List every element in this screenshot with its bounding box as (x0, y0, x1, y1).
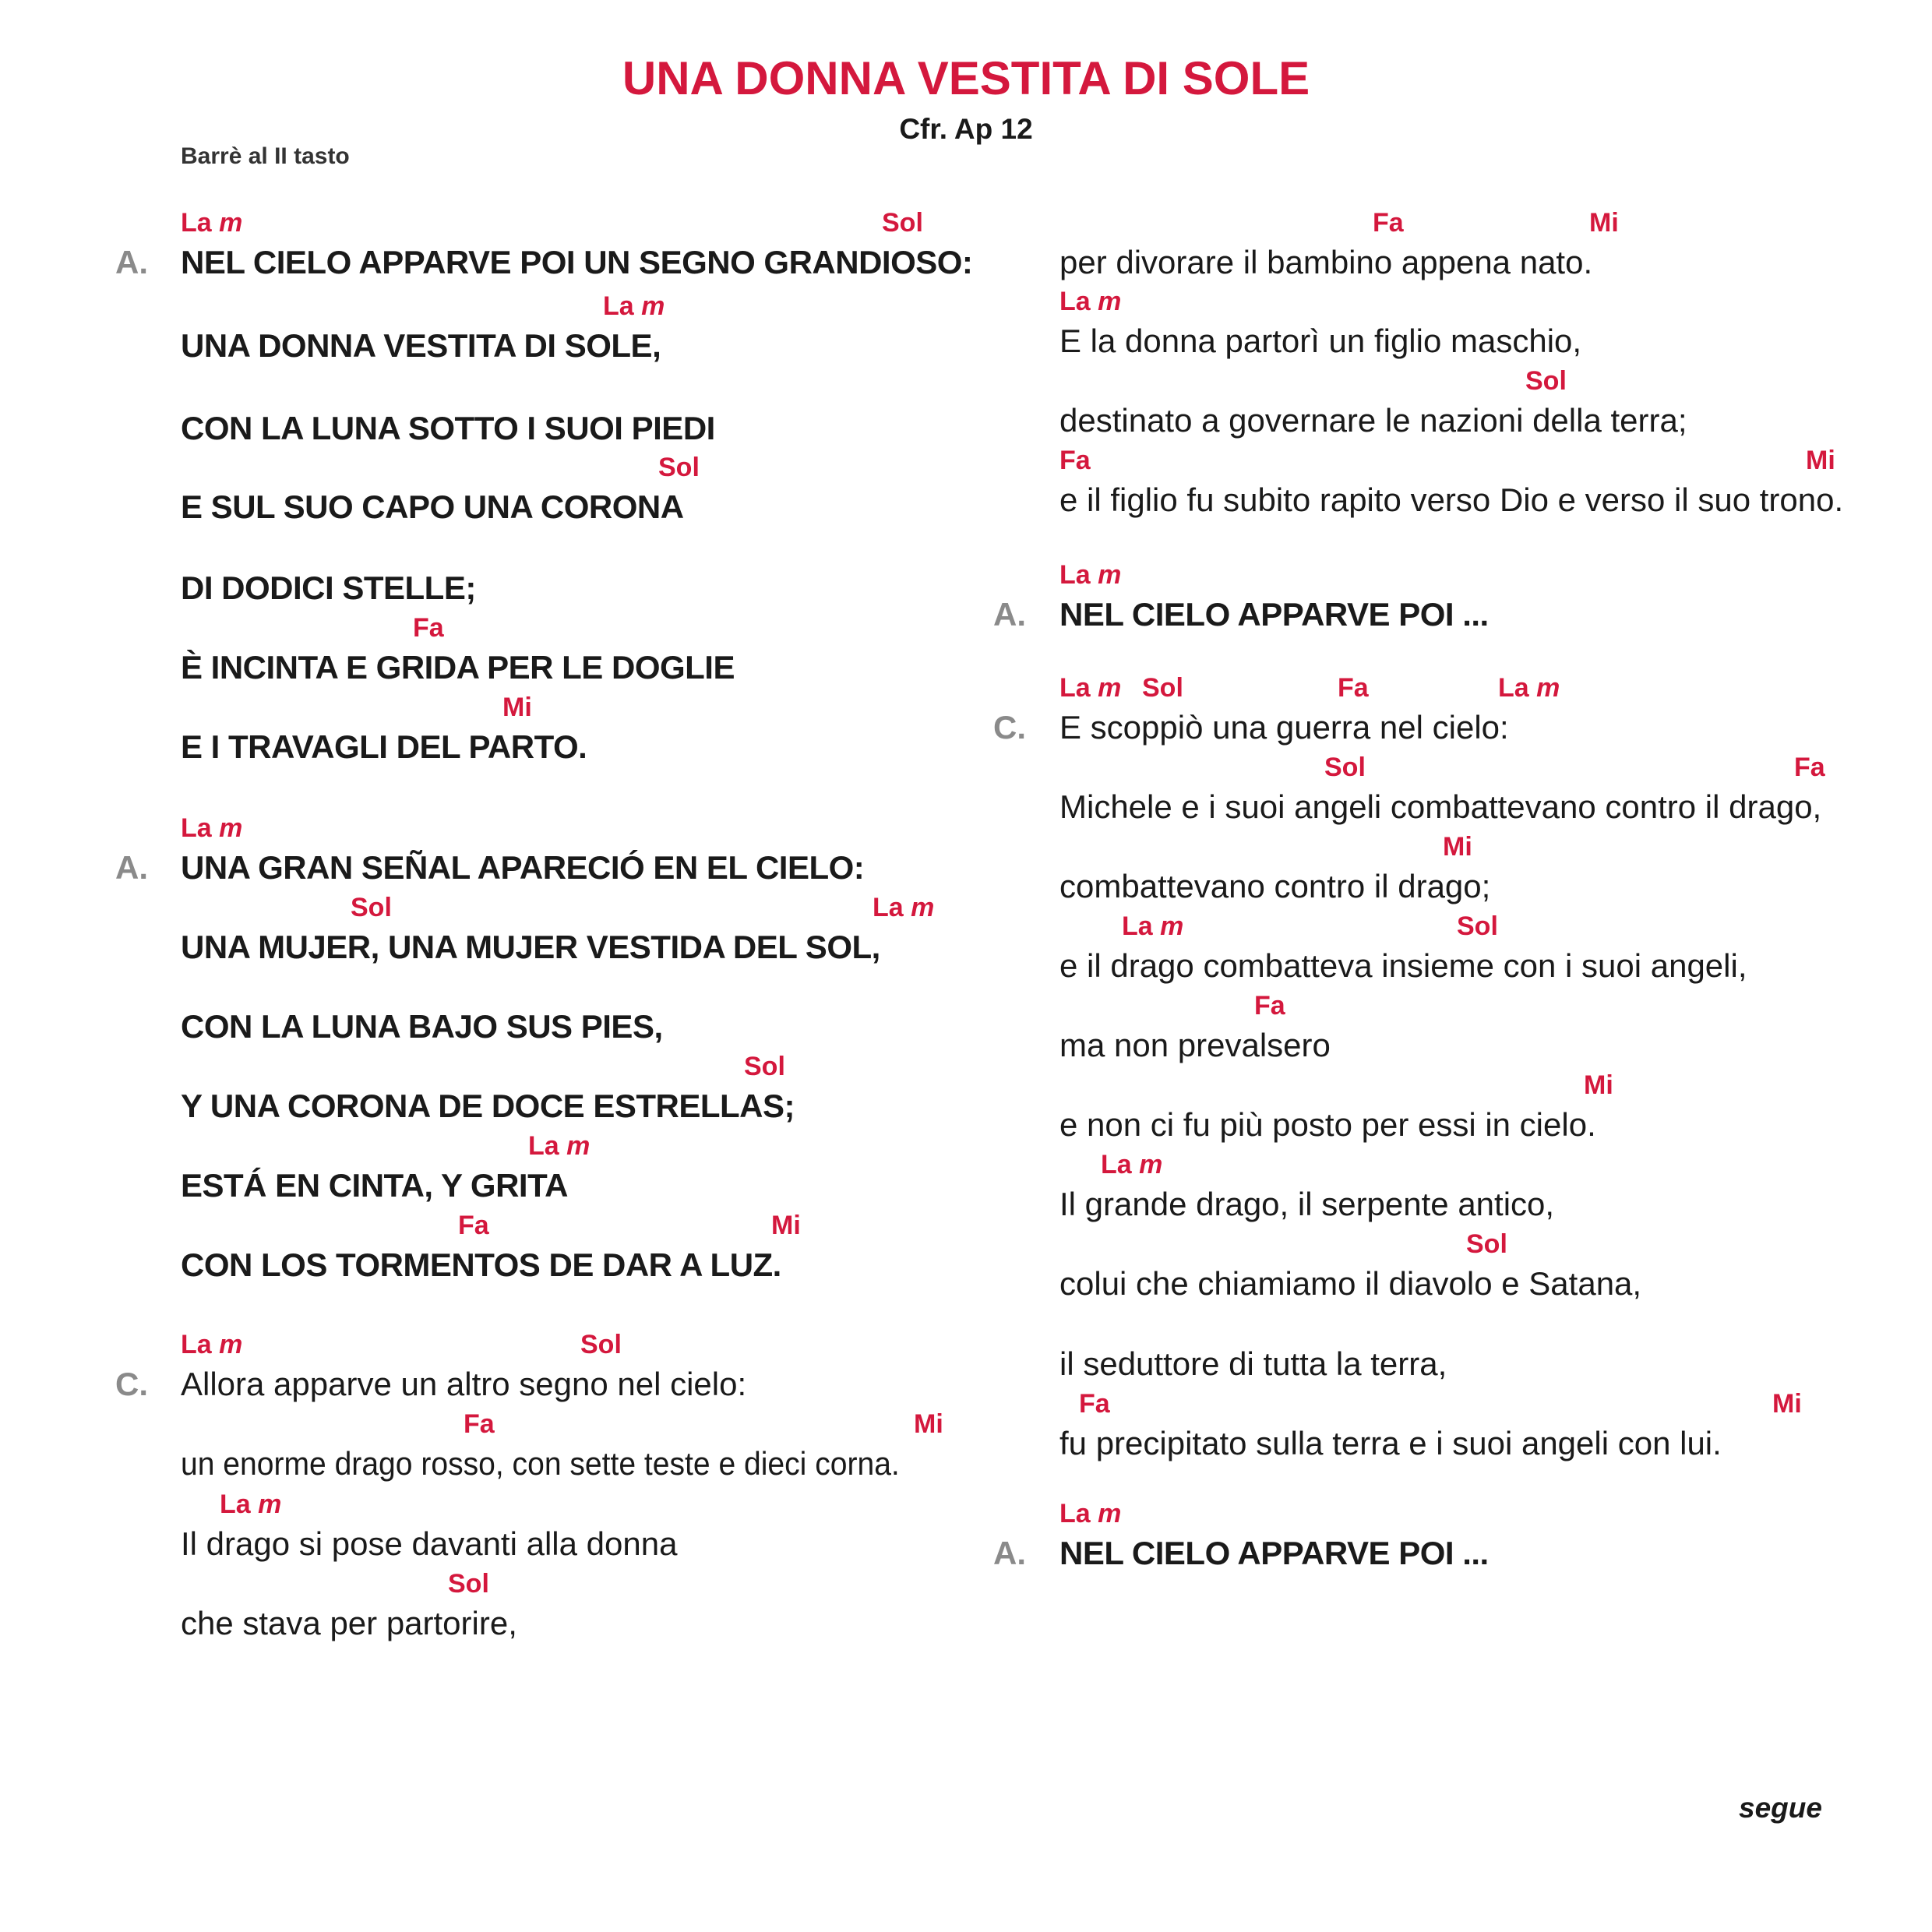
lyric-line: ma non prevalsero (1059, 1027, 1331, 1063)
section-label: A. (115, 244, 148, 280)
chord-label: Mi (1443, 832, 1472, 862)
lyric-line: un enorme drago rosso, con sette teste e dieci corna. (181, 1445, 900, 1482)
chord-label: Fa (1079, 1389, 1110, 1419)
lyric-line: UNA DONNA VESTITA DI SOLE, (181, 327, 661, 364)
lyric-line: Y UNA CORONA DE DOCE ESTRELLAS; (181, 1088, 795, 1124)
lyric-line: DI DODICI STELLE; (181, 569, 476, 606)
chord-label: La m (1059, 1499, 1122, 1528)
lyric-line: e il figlio fu subito rapito verso Dio e verso il suo trono. (1059, 481, 1844, 518)
lyric-line: che stava per partorire, (181, 1605, 517, 1641)
chord-label: La m (1101, 1150, 1163, 1179)
chord-label: Sol (580, 1330, 622, 1359)
section-label: A. (993, 596, 1026, 633)
lyric-line: È INCINTA E GRIDA PER LE DOGLIE (181, 649, 735, 686)
chord-label: Fa (1254, 991, 1285, 1021)
chord-label: Fa (1059, 446, 1091, 475)
lyric-line: NEL CIELO APPARVE POI UN SEGNO GRANDIOSO: (181, 244, 973, 280)
chord-label: La m (181, 1330, 243, 1359)
chord-label: Sol (1142, 673, 1183, 703)
chord-label: La m (1059, 673, 1122, 703)
lyric-line: E SUL SUO CAPO UNA CORONA (181, 488, 684, 525)
lyric-line: CON LOS TORMENTOS DE DAR A LUZ. (181, 1246, 781, 1283)
lyric-line: Il drago si pose davanti alla donna (181, 1525, 678, 1562)
chord-label: Sol (351, 893, 392, 922)
lyric-line: Il grande drago, il serpente antico, (1059, 1186, 1555, 1222)
lyric-line: Michele e i suoi angeli combattevano contro il drago, (1059, 788, 1822, 825)
lyric-line: colui che chiamiamo il diavolo e Satana, (1059, 1265, 1642, 1302)
chord-label: La m (603, 291, 665, 321)
chord-label: La m (181, 813, 243, 843)
lyric-line: ESTÁ EN CINTA, Y GRITA (181, 1167, 568, 1204)
chord-label: La m (1059, 560, 1122, 590)
chord-label: La m (1498, 673, 1560, 703)
chord-label: Sol (882, 208, 923, 238)
lyric-line: CON LA LUNA SOTTO I SUOI PIEDI (181, 410, 715, 446)
lyric-line: destinato a governare le nazioni della terra; (1059, 402, 1687, 439)
chord-label: Fa (464, 1409, 495, 1439)
lyric-line: fu precipitato sulla terra e i suoi angeli con lui. (1059, 1425, 1722, 1461)
lyric-line: CON LA LUNA BAJO SUS PIES, (181, 1008, 663, 1045)
chord-label: Fa (413, 613, 444, 643)
lyric-line: E la donna partorì un figlio maschio, (1059, 323, 1582, 359)
chord-label: Mi (1589, 208, 1619, 238)
section-label: A. (115, 849, 148, 886)
section-label: C. (115, 1366, 148, 1402)
capo-note: Barrè al II tasto (181, 143, 350, 169)
chord-label: Fa (1794, 753, 1825, 782)
lyric-line: E scoppiò una guerra nel cielo: (1059, 709, 1509, 746)
lyric-line: Allora apparve un altro segno nel cielo: (181, 1366, 747, 1402)
lyric-line: e non ci fu più posto per essi in cielo. (1059, 1106, 1596, 1143)
chord-label: Sol (448, 1569, 489, 1599)
lyric-line: NEL CIELO APPARVE POI ... (1059, 596, 1489, 633)
chord-label: Sol (744, 1052, 785, 1081)
chord-label: Mi (914, 1409, 943, 1439)
section-label: C. (993, 709, 1026, 746)
lyric-line: combattevano contro il drago; (1059, 868, 1491, 904)
lyric-line: per divorare il bambino appena nato. (1059, 244, 1593, 280)
chord-label: La m (873, 893, 935, 922)
lyric-line: NEL CIELO APPARVE POI ... (1059, 1535, 1489, 1571)
chord-label: Mi (1772, 1389, 1802, 1419)
lyric-line: E I TRAVAGLI DEL PARTO. (181, 728, 587, 765)
chord-label: Mi (1806, 446, 1835, 475)
chord-label: Sol (1457, 911, 1498, 941)
chord-label: La m (1122, 911, 1184, 941)
song-reference: Cfr. Ap 12 (899, 113, 1033, 145)
chord-label: Sol (1324, 753, 1366, 782)
chord-label: La m (528, 1131, 591, 1161)
chord-label: Mi (502, 693, 532, 722)
chord-label: Sol (1525, 366, 1567, 396)
lyric-line: e il drago combatteva insieme con i suoi angeli, (1059, 947, 1747, 984)
chord-label: Mi (771, 1211, 801, 1240)
chord-label: Mi (1584, 1070, 1613, 1100)
chord-label: Fa (1338, 673, 1369, 703)
chord-label: La m (181, 208, 243, 238)
chord-label: Fa (1373, 208, 1404, 238)
chord-label: Sol (658, 453, 700, 482)
lyric-line: UNA MUJER, UNA MUJER VESTIDA DEL SOL, (181, 929, 880, 965)
chord-label: La m (220, 1490, 282, 1519)
chord-label: Sol (1466, 1229, 1507, 1259)
lyric-line: il seduttore di tutta la terra, (1059, 1345, 1447, 1382)
chord-label: Fa (458, 1211, 489, 1240)
segue-note: segue (1739, 1792, 1822, 1824)
section-label: A. (993, 1535, 1026, 1571)
lyric-line: UNA GRAN SEÑAL APARECIÓ EN EL CIELO: (181, 849, 865, 886)
song-title: UNA DONNA VESTITA DI SOLE (622, 52, 1310, 104)
chord-label: La m (1059, 287, 1122, 316)
